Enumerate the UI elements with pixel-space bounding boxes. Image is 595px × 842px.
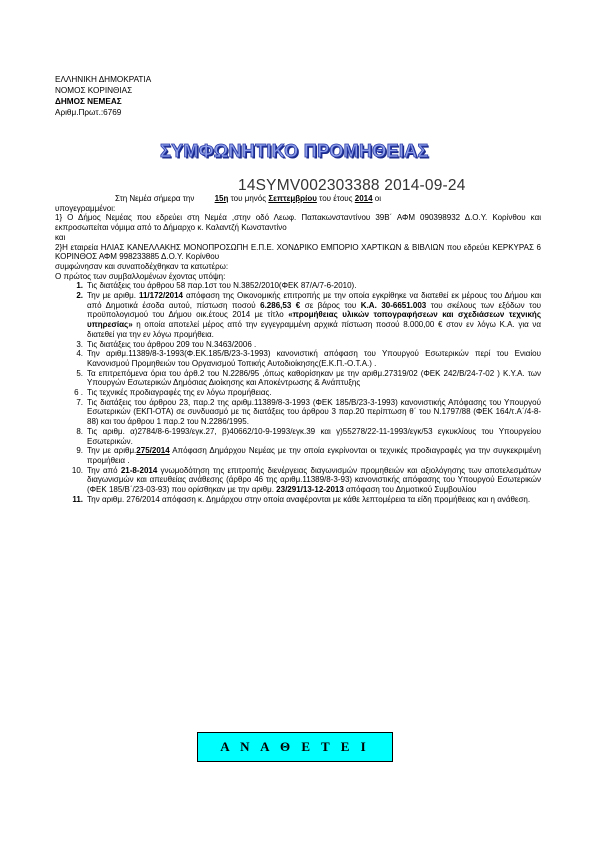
document-title: ΣΥΜΦΩΝΗΤΙΚΟ ΠΡΟΜΗΘΕΙΑΣ xyxy=(160,141,429,161)
list-item: 10. Την από 21-8-2014 γνωμοδότηση της επιτροπής διενέργειας διαγωνισμών προμηθειών και αξιολόγησης των αποτελεσμάτων διαγωνισμών και απευθείας ανάθεσης (άρθρο 46 της αριθμ.11389/8-3-93) κανονιστικής απόφασης του Υπουργού Εσωτερικών (ΦΕΚ 185/Β΄/23-03-93) που ορίσθηκαν με την αριθμ. 23/291/13-12-2013 απόφαση του Δημοτικού Συμβουλίου xyxy=(71,465,541,495)
header-prefecture: ΝΟΜΟΣ ΚΟΡΙΝΘΙΑΣ xyxy=(55,86,133,95)
list-item: 6 . Τις τεχνικές προδιαγραφές της εν λόγω προμήθειας. xyxy=(74,388,272,398)
list-item: 2. Την με αριθμ. 11/172/2014 απόφαση της Οικονομικής επιτροπής με την οποία εγκρίθηκε να διατεθεί εκ μέρους του Δήμου και από Δημοτικά έσοδα αυτού, πίστωση ποσού 6.286,53 € σε βάρος του Κ.Α. 30-6651.003 του σκέλους των εξόδων του προϋπολογισμού του Δήμου οικ.έτους 2014 με τίτλο «προμήθειας υλικών τοπογραφήσεων και σχεδιάσεων τεχνικής υπηρεσίας» η οποία αποτελεί μέρος από την εγγεγραμμένη αρχικά πίστωση ποσού 8.000,00 € στον εν λόγω Κ.Α. για να διατεθεί για την εν λόγω προμήθεια. xyxy=(76,291,542,339)
list-item: 5. Τα επιτρεπόμενα όρια του άρθ.2 του Ν.2286/95 ,όπως καθορίσηκαν με την αριθμ.27319/02 (ΦΕΚ 242/Β/24-7-02 ) Κ.Υ.Α. των Υπουργών Εσωτερικών Δημόσιας Διοίκησης και Αποκέντρωσης & Ανάπτυξης xyxy=(76,368,541,388)
document-body xyxy=(55,194,541,505)
date-day: 15η xyxy=(214,194,229,203)
agreed-line: συμφώνησαν και συναποδέχθηκαν τα κατωτέρω: xyxy=(55,261,229,271)
list-item: 3. Τις διατάξεις του άρθρου 209 του Ν.3463/2006 . xyxy=(76,339,257,349)
header-protocol-number: Αριθμ.Πρωτ.:6769 xyxy=(55,108,122,117)
list-item: 7. Τις διατάξεις του άρθρου 23, παρ.2 της αριθμ.11389/8-3-1993 (ΦΕΚ 185/Β/23-3-1993) κανονιστικής Απόφασης του Υπουργού Εσωτερικών (ΕΚΠ-ΟΤΑ) σε συνδυασμό με τις διατάξεις του άρθρου 3 παρ.20 περίπτωση θ΄ του Ν.1797/88 (ΦΕΚ 164/τ.Α΄/4-8-88) και του άρθρου 1 παρ.2 του Ν.2286/1995. xyxy=(76,397,541,427)
award-box: Α Ν Α Θ Ε Τ Ε Ι xyxy=(197,732,393,762)
date-month: Σεπτεμβρίου xyxy=(268,194,317,203)
list-item: 4. Την αριθμ.11389/8-3-1993(Φ.ΕΚ.185/Β/23-3-1993) κανονιστική απόφαση του Υπουργού Εσωτερικών περί του Ενιαίου Κανονισμού Προμηθειών του Οργανισμού Τοπικής Αυτοδιοίκησης(Ε.Κ.Π.-Ο.Τ.Α.) . xyxy=(76,349,541,368)
list-item: 8. Τις αριθμ. α)2784/8-6-1993/εγκ.27, β)40662/10-9-1993/εγκ.39 και γ)55278/22-11-1993/εγκ/53 εγκυκλίους του Υπουργείου Εσωτερικών. xyxy=(76,426,541,446)
and-line: και xyxy=(55,232,66,242)
date-line: Στη Νεμέα σήμερα την 15η του μηνός Σεπτεμβρίου του έτους 2014 οι xyxy=(115,194,382,203)
party-2: 2}Η εταιρεία ΗΛΙΑΣ ΚΑΝΕΛΛΑΚΗΣ ΜΟΝΟΠΡΟΣΩΠΗ Ε.Π.Ε. ΧΟΝΔΡΙΚΟ ΕΜΠΟΡΙΟ ΧΑΡΤΙΚΩΝ & ΒΙΒΛΙΩΝ που εδρεύει ΚΕΡΚΥΡΑΣ 6 ΚΟΡΙΝΘΟΣ ΑΦΜ 998233885 Δ.Ο.Υ. Κορίνθου xyxy=(55,242,541,262)
document-header xyxy=(55,74,151,118)
considerations-list xyxy=(55,281,541,504)
header-republic: ΕΛΛΗΝΙΚΗ ΔΗΜΟΚΡΑΤΙΑ xyxy=(55,75,152,84)
list-item: 11. Την αριθμ. 276/2014 απόφαση κ. Δημάρχου στην οποία αναφέρονται με κάθε λεπτομέρεια τα είδη προμήθειας και η ανάθεση. xyxy=(72,494,531,504)
party-1: 1} Ο Δήμος Νεμέας που εδρεύει στη Νεμέα ,στην οδό Λεωφ. Παπακωνσταντίνου 39Β΄ ΑΦΜ 090398932 Δ.Ο.Υ. Κορίνθου και εκπροσωπείται νόμιμα από το Δήμαρχο κ. Καλαντζή Κωνσταντίνο xyxy=(55,213,541,233)
registry-stamp: 14SYMV002303388 2014-09-24 xyxy=(238,177,466,194)
considerations-intro: Ο πρώτος των συμβαλλομένων έχοντας υπόψη: xyxy=(55,271,226,281)
intro-line: υπογεγραμμένοι: xyxy=(55,203,116,213)
list-item: 1. Τις διατάξεις του άρθρου 58 παρ.1στ του Ν.3852/2010(ΦΕΚ 87/Α/7-6-2010). xyxy=(76,281,357,291)
header-municipality: ΔΗΜΟΣ ΝΕΜΕΑΣ xyxy=(55,97,122,106)
date-year: 2014 xyxy=(354,194,373,203)
list-item: 9. Την με αριθμ.275/2014 Απόφαση Δημάρχου Νεμέας με την οποία εγκρίνονται οι τεχνικές προδιαγραφές για την συγκεκριμένη προμήθεια . xyxy=(76,446,542,465)
